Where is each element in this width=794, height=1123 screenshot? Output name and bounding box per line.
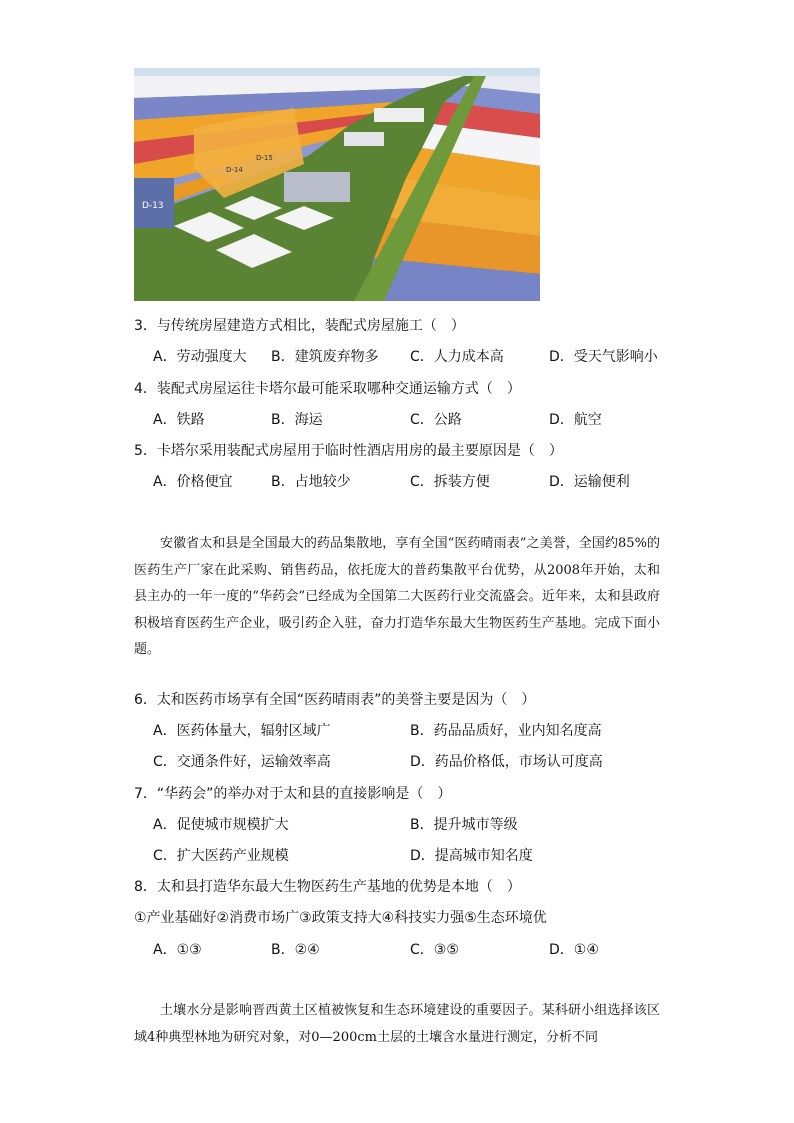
question-5-stem: 5．卡塔尔采用装配式房屋用于临时性酒店用房的最主要原因是（ ） (134, 443, 563, 459)
q7-option-b[interactable]: B．提升城市等级 (410, 817, 518, 833)
q3-option-d[interactable]: D．受天气影响小 (549, 349, 658, 365)
q8-option-b[interactable]: B．②④ (271, 942, 320, 958)
prefab-housing-photo (134, 68, 540, 301)
q7-option-c[interactable]: C．扩大医药产业规模 (153, 848, 289, 864)
q5-option-a[interactable]: A．价格便宜 (153, 474, 233, 490)
q8-option-d[interactable]: D．①④ (549, 942, 599, 958)
q6-option-d[interactable]: D．药品价格低，市场认可度高 (410, 754, 603, 770)
reading-passage-1 (134, 531, 660, 664)
question-7-stem: 7．“华药会”的举办对于太和县的直接影响是（ ） (134, 786, 452, 802)
q4-option-a[interactable]: A．铁路 (153, 412, 205, 428)
q6-option-b[interactable]: B．药品品质好，业内知名度高 (410, 723, 602, 739)
q3-option-b[interactable]: B．建筑废弃物多 (271, 349, 379, 365)
q4-option-b[interactable]: B．海运 (271, 412, 323, 428)
question-8-statements: ①产业基础好②消费市场广③政策支持大④科技实力强⑤生态环境优 (134, 910, 547, 926)
q7-option-d[interactable]: D．提高城市知名度 (410, 848, 533, 864)
q5-option-c[interactable]: C．拆装方便 (410, 474, 490, 490)
q4-option-d[interactable]: D．航空 (549, 412, 602, 428)
q8-option-a[interactable]: A．①③ (153, 942, 202, 958)
passage-1-text: 安徽省太和县是全国最大的药品集散地，享有全国“医药晴雨表”之美誉，全国约85%的医药生产厂家在此采购、销售药品，依托庞大的普药集散平台优势，从2008年开始，太和县主办的一年一度的“华药会”已经成为全国第二大医药行业交流盛会。近年来，太和县政府积极培育医药生产企业，吸引药企入驻，奋力打造华东最大生物医药生产基地。完成下面小题。 (134, 536, 660, 657)
q6-option-a[interactable]: A．医药体量大，辐射区域广 (153, 723, 331, 739)
passage-2-text: 土壤水分是影响晋西黄土区植被恢复和生态环境建设的重要因子。某科研小组选择该区域4种典型林地为研究对象，对0—200cm土层的土壤含水量进行测定，分析不同 (134, 1003, 660, 1045)
container-label: D-14 (226, 166, 243, 174)
q5-option-d[interactable]: D．运输便利 (549, 474, 630, 490)
q8-option-c[interactable]: C．③⑤ (410, 942, 459, 958)
question-6-stem: 6．太和医药市场享有全国“医药晴雨表”的美誉主要是因为（ ） (134, 692, 536, 708)
q3-option-a[interactable]: A．劳动强度大 (153, 349, 247, 365)
container-label: D-15 (256, 154, 273, 162)
question-4-stem: 4．装配式房屋运往卡塔尔最可能采取哪种交通运输方式（ ） (134, 381, 521, 397)
container-label: D-13 (142, 201, 164, 211)
q7-option-a[interactable]: A．促使城市规模扩大 (153, 817, 289, 833)
q5-option-b[interactable]: B．占地较少 (271, 474, 351, 490)
question-8-stem: 8．太和县打造华东最大生物医药生产基地的优势是本地（ ） (134, 879, 521, 895)
reading-passage-2 (134, 998, 660, 1051)
q4-option-c[interactable]: C．公路 (410, 412, 462, 428)
question-3-stem: 3．与传统房屋建造方式相比，装配式房屋施工（ ） (134, 318, 465, 334)
q6-option-c[interactable]: C．交通条件好，运输效率高 (153, 754, 331, 770)
q3-option-c[interactable]: C．人力成本高 (410, 349, 504, 365)
